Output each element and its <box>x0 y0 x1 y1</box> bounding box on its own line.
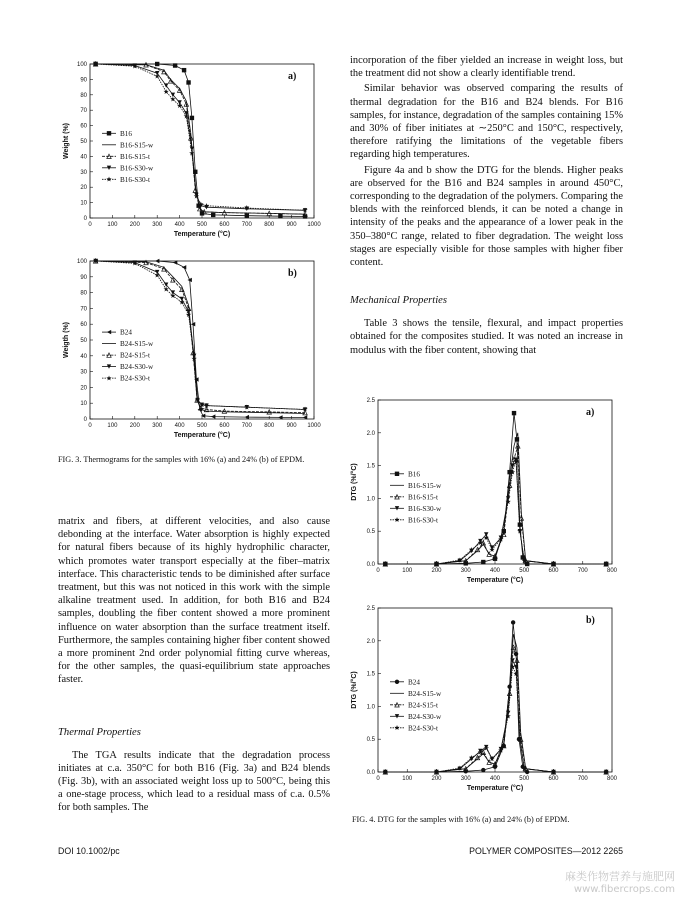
series-B24-S15-w <box>96 261 305 414</box>
x-tick-label: 100 <box>402 776 413 782</box>
data-point: ★ <box>488 755 496 764</box>
data-point <box>512 411 516 415</box>
x-tick-label: 600 <box>548 776 559 782</box>
series-B16-S15-t <box>93 62 307 217</box>
data-point: ★ <box>477 539 484 548</box>
data-point: ★ <box>197 200 205 209</box>
data-point: ★ <box>603 768 610 777</box>
right-paragraph-3: Figure 4a and b show the DTG for the blends. Higher peaks are observed for the B16 and B24 samples in around 450°C, corresponding to the degradation of the polymers. Comparing the blends with the reinforced blends, it can be noted a change in intensity of the peaks and the appearance of a lower peak in the 350–380°C range, related to fiber degradation. The weight loss stages are especially visible for those samples with higher fiber content. <box>350 164 623 269</box>
data-point: ★ <box>483 533 490 542</box>
data-point: ★ <box>516 735 524 744</box>
x-axis-label: Temperature (°C) <box>466 785 524 792</box>
y-tick-label: 2.0 <box>366 430 375 437</box>
y-tick-label: 0.5 <box>366 737 375 744</box>
y-tick-label: 0 <box>83 216 87 222</box>
x-tick-label: 300 <box>152 423 163 429</box>
legend-label: B24-S30-t <box>408 724 438 733</box>
data-point <box>186 80 190 84</box>
data-point: ★ <box>505 712 512 721</box>
data-point: ★ <box>154 271 161 280</box>
series-line <box>96 64 305 214</box>
x-axis-label: Temperature (°C) <box>173 432 231 439</box>
right-column <box>350 54 623 357</box>
data-point <box>155 259 159 263</box>
x-tick-label: 1000 <box>307 423 321 429</box>
y-axis-label: Weigth (%) <box>63 321 70 359</box>
y-tick-label: 50 <box>80 338 87 344</box>
legend-marker: ★ <box>393 724 401 732</box>
legend-marker: ★ <box>105 374 113 383</box>
figure3b-chart <box>58 243 330 438</box>
y-tick-label: 20 <box>80 385 87 392</box>
y-tick-label: 0.0 <box>366 562 375 568</box>
legend-entry <box>390 701 438 709</box>
data-point: ★ <box>243 403 250 412</box>
mechanical-paragraph: Table 3 shows the tensile, flexural, and impact properties obtained for the composites studied. It was noted an increase in modulus with the fiber content, showing that <box>350 318 623 356</box>
legend-entry <box>390 493 438 501</box>
y-tick-label: 10 <box>80 401 87 408</box>
legend-label: B16 <box>120 129 132 138</box>
x-tick-label: 700 <box>241 423 252 429</box>
legend-label: B24-S15-w <box>408 689 442 698</box>
x-tick-label: 900 <box>286 423 297 429</box>
legend-marker <box>395 472 399 476</box>
panel-label: a) <box>288 71 297 82</box>
y-tick-label: 100 <box>76 62 87 68</box>
data-point <box>481 768 485 772</box>
data-point: ★ <box>301 206 309 215</box>
legend-entry <box>390 505 442 513</box>
legend-marker: ★ <box>105 175 113 184</box>
legend-label: B16-S15-t <box>408 493 438 502</box>
legend-entry <box>102 176 150 184</box>
x-tick-label: 200 <box>431 568 442 574</box>
y-tick-label: 0 <box>83 417 87 423</box>
y-tick-label: 60 <box>80 123 87 130</box>
right-paragraph-2: Similar behavior was observed comparing the results of thermal degradation for the B16 and B24 blends. For B16 samples, for instance, degradation of the samples containing 15% and 30% of fiber initiates at ∼250°C and 150°C, respectively, therefore ratifying the limitations of the vegetable fibers regarding high temperatures. <box>350 83 623 161</box>
legend-marker <box>107 330 111 334</box>
x-tick-label: 100 <box>402 568 413 574</box>
legend-label: B24-S30-t <box>120 374 150 383</box>
y-tick-label: 30 <box>80 169 87 176</box>
y-axis-label: Weight (%) <box>63 122 70 160</box>
figure3a-chart <box>58 44 330 238</box>
legend-label: B16-S30-w <box>408 504 442 513</box>
x-tick-label: 400 <box>174 222 185 228</box>
data-point: ★ <box>194 396 201 405</box>
data-point: ★ <box>509 663 516 672</box>
legend-label: B24-S30-w <box>408 712 442 721</box>
x-tick-label: 700 <box>577 568 588 574</box>
x-tick-label: 100 <box>107 222 118 228</box>
y-tick-label: 100 <box>76 259 87 265</box>
data-point: ★ <box>243 204 250 213</box>
footer-journal: POLYMER COMPOSITES—2012 2265 <box>469 846 623 856</box>
legend-entry <box>102 130 132 138</box>
y-axis-label: DTG (%/°C) <box>351 463 358 501</box>
legend-label: B16-S15-w <box>408 481 442 490</box>
legend-entry <box>102 141 154 149</box>
right-paragraph-1: incorporation of the fiber yielded an increase in weight loss, but the treatment did not show a clearly identifiable trend. <box>350 55 623 80</box>
data-point: ★ <box>193 192 200 201</box>
legend-label: B16-S30-w <box>120 164 154 173</box>
footer-doi: DOI 10.1002/pc <box>58 846 120 856</box>
data-point: ★ <box>188 149 196 158</box>
legend-label: B24-S30-w <box>120 363 154 372</box>
panel-label: b) <box>586 615 595 626</box>
data-point: ★ <box>603 560 610 569</box>
data-point <box>481 560 485 564</box>
x-tick-label: 400 <box>489 568 501 574</box>
legend-entry <box>102 164 154 172</box>
data-point <box>182 68 186 72</box>
legend-entry <box>390 470 420 478</box>
y-tick-label: 1.0 <box>366 704 375 711</box>
x-tick-label: 400 <box>489 776 501 782</box>
data-point <box>278 214 282 218</box>
data-point <box>211 414 215 418</box>
data-point: ★ <box>382 768 389 777</box>
figure3-caption: FIG. 3. Thermograms for the samples with 16% (a) and 24% (b) of EPDM. <box>58 455 305 464</box>
data-point: ★ <box>163 87 170 96</box>
x-tick-label: 0 <box>88 423 92 429</box>
y-tick-label: 2.5 <box>366 606 375 612</box>
legend-label: B24 <box>408 678 420 687</box>
legend-label: B24 <box>120 328 132 337</box>
legend-entry <box>390 713 442 721</box>
data-point: ★ <box>191 355 198 364</box>
y-tick-label: 0.5 <box>366 529 375 536</box>
x-tick-label: 0 <box>376 568 380 574</box>
data-point: ★ <box>176 101 183 110</box>
data-point: ★ <box>550 768 557 777</box>
x-tick-label: 600 <box>219 222 230 228</box>
x-tick-label: 800 <box>606 568 618 574</box>
y-tick-label: 1.5 <box>366 671 375 678</box>
data-point: ★ <box>203 401 210 410</box>
data-point: ★ <box>169 291 177 300</box>
x-tick-label: 200 <box>129 423 140 429</box>
data-point <box>211 213 215 217</box>
x-tick-label: 600 <box>219 423 230 429</box>
data-point: ★ <box>92 60 99 69</box>
figure4-caption: FIG. 4. DTG for the samples with 16% (a) and 24% (b) of EPDM. <box>352 815 570 824</box>
y-tick-label: 10 <box>80 200 87 207</box>
data-point: ★ <box>198 400 206 409</box>
data-point: ★ <box>183 112 190 121</box>
y-tick-label: 80 <box>80 290 87 297</box>
data-point <box>245 213 249 217</box>
mechanical-properties-heading: Mechanical Properties <box>350 295 447 307</box>
watermark-line2: www.fibercrops.com <box>573 884 675 895</box>
x-tick-label: 500 <box>519 776 530 782</box>
data-point: ★ <box>185 310 192 319</box>
data-point: ★ <box>497 746 504 755</box>
data-point: ★ <box>505 497 512 506</box>
data-point: ★ <box>456 556 464 565</box>
y-tick-label: 1.0 <box>366 496 375 503</box>
data-point: ★ <box>456 764 464 773</box>
y-tick-label: 1.5 <box>366 463 375 470</box>
legend-label: B16-S15-w <box>120 141 154 150</box>
x-tick-label: 800 <box>264 222 275 228</box>
legend-entry <box>390 690 442 698</box>
x-tick-label: 500 <box>196 423 208 429</box>
x-tick-label: 0 <box>88 222 92 228</box>
x-axis-label: Temperature (°C) <box>173 231 231 238</box>
legend-entry <box>102 153 150 161</box>
data-point: ★ <box>468 545 475 554</box>
left-column <box>58 44 330 466</box>
legend-label: B24-S15-t <box>408 701 438 710</box>
data-point <box>182 265 186 269</box>
legend-label: B16-S30-t <box>120 175 150 184</box>
legend-entry <box>102 363 154 371</box>
y-tick-label: 70 <box>80 306 87 313</box>
series-line <box>96 64 305 217</box>
left-paragraph-1: matrix and fibers, at different velocities, and also cause debonding at the interface. Water absorption is highly expected for natural fibers because of its highly hydrophilic character, which promotes water transport especially at the fiber–matrix interface. This characteristic tends to be diminished after surface treatment, but this was not noticed in this work with the simple alkaline treatment used. In addition, for both B16 and B24 samples, doubling the fiber content showed a more prominent influence on water absorption than the surface treatment itself. Furthermore, the samples containing higher fiber content showed a more prominent 2nd order polynomial fitting curve whereas, for the other samples, the quasi-equilibrium state approaches faster. <box>58 516 330 686</box>
watermark-line1: 麻类作物营养与施肥网 <box>565 870 675 883</box>
data-point <box>511 620 515 624</box>
y-tick-label: 0.0 <box>366 770 375 776</box>
y-tick-label: 40 <box>80 353 87 360</box>
data-point <box>173 63 177 67</box>
data-point: ★ <box>169 95 177 104</box>
legend-label: B24-S15-t <box>120 351 150 360</box>
x-tick-label: 800 <box>606 776 618 782</box>
legend-entry <box>390 516 438 524</box>
data-point: ★ <box>509 468 516 477</box>
data-point: ★ <box>516 527 524 536</box>
y-tick-label: 50 <box>80 139 87 145</box>
data-point: ★ <box>163 285 170 294</box>
data-point: ★ <box>488 545 496 554</box>
legend-entry <box>102 329 132 337</box>
data-point: ★ <box>512 669 520 678</box>
series-line <box>96 261 305 413</box>
x-tick-label: 200 <box>129 222 140 228</box>
legend-entry <box>390 678 420 686</box>
legend-label: B16-S30-t <box>408 516 438 525</box>
legend-label: B16-S15-t <box>120 152 150 161</box>
data-point: ★ <box>131 62 138 71</box>
data-point: ★ <box>512 455 520 464</box>
figure4b-chart <box>352 601 627 809</box>
data-point: ★ <box>433 768 440 777</box>
data-point: ★ <box>497 535 504 544</box>
data-point: ★ <box>477 748 484 757</box>
y-tick-label: 30 <box>80 369 87 376</box>
thermal-paragraph: The TGA results indicate that the degradation process initiates at c.a. 350°C for both B16 (Fig. 3a) and B24 blends (Fig. 3b), with an associated weight loss up to 500°C, being this a one-stage process, which lead to a residual mass of c.a. 0.5% for both samples. The <box>58 749 330 814</box>
data-point: ★ <box>178 298 185 307</box>
x-tick-label: 500 <box>196 222 208 228</box>
data-point: ★ <box>154 72 161 81</box>
legend-marker <box>107 131 111 135</box>
series-line <box>385 647 606 772</box>
data-point <box>155 62 159 66</box>
data-point: ★ <box>131 259 138 268</box>
y-tick-label: 70 <box>80 108 87 115</box>
y-axis-label: DTG (%/°C) <box>351 671 358 709</box>
x-tick-label: 400 <box>174 423 185 429</box>
x-tick-label: 0 <box>376 776 380 782</box>
y-tick-label: 90 <box>80 77 87 84</box>
legend-label: B24-S15-w <box>120 340 154 349</box>
panel-label: b) <box>288 268 297 279</box>
data-point: ★ <box>468 753 475 762</box>
data-point: ★ <box>301 405 309 414</box>
y-tick-label: 80 <box>80 92 87 99</box>
x-tick-label: 800 <box>264 423 275 429</box>
legend-entry <box>102 340 154 348</box>
thermal-properties-heading: Thermal Properties <box>58 726 141 738</box>
y-tick-label: 2.5 <box>366 398 375 404</box>
legend-label: B16 <box>408 470 420 479</box>
y-tick-label: 2.0 <box>366 638 375 645</box>
x-tick-label: 700 <box>241 222 252 228</box>
y-tick-label: 20 <box>80 185 87 192</box>
legend-entry <box>390 724 438 732</box>
x-tick-label: 1000 <box>307 222 321 228</box>
x-tick-label: 600 <box>548 568 559 574</box>
figure4 <box>352 393 627 826</box>
data-point: ★ <box>382 560 389 569</box>
x-axis-label: Temperature (°C) <box>466 577 524 584</box>
legend-marker: ★ <box>393 516 401 524</box>
x-tick-label: 200 <box>431 776 442 782</box>
data-point: ★ <box>550 560 557 569</box>
y-tick-label: 60 <box>80 322 87 329</box>
series-B16 <box>93 62 307 219</box>
data-point: ★ <box>521 764 528 773</box>
x-tick-label: 300 <box>460 776 471 782</box>
x-tick-label: 900 <box>286 222 297 228</box>
series-line <box>96 261 305 414</box>
legend-entry <box>102 352 150 360</box>
panel-label: a) <box>586 407 595 418</box>
legend-marker <box>395 680 399 684</box>
left-text <box>58 515 330 815</box>
data-point <box>190 116 194 120</box>
x-tick-label: 700 <box>577 776 588 782</box>
data-point: ★ <box>433 560 440 569</box>
data-point: ★ <box>203 201 210 210</box>
series-B16-S15-w <box>96 64 305 214</box>
figure4a-chart <box>352 393 627 601</box>
y-tick-label: 90 <box>80 274 87 281</box>
x-tick-label: 300 <box>460 568 471 574</box>
series-B24-S15-t <box>93 259 307 415</box>
y-tick-label: 40 <box>80 154 87 161</box>
data-point: ★ <box>483 744 490 753</box>
legend-entry <box>390 482 442 490</box>
x-tick-label: 300 <box>152 222 163 228</box>
legend-entry <box>102 374 150 382</box>
x-tick-label: 500 <box>519 568 530 574</box>
x-tick-label: 100 <box>107 423 118 429</box>
data-point <box>201 414 205 418</box>
data-point: ★ <box>521 556 528 565</box>
series-line <box>96 64 305 214</box>
data-point: ★ <box>92 257 99 266</box>
